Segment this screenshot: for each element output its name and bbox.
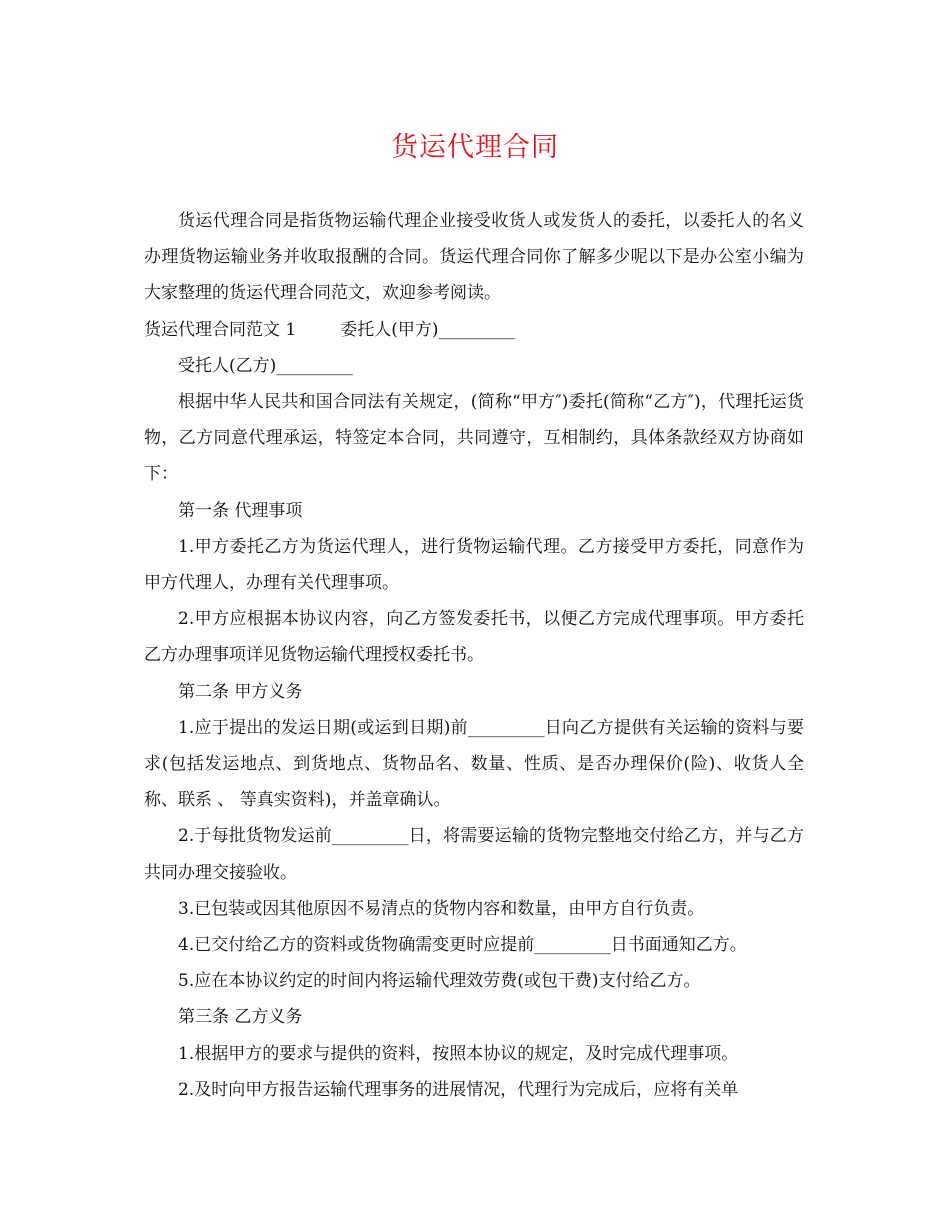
article-2-clause-1: 1.应于提出的发运日期(或运到日期)前_________日向乙方提供有关运输的资料与要求(包括发运地点、到货地点、货物品名、数量、性质、是否办理保价(险)、收货人全称、联系 、 等真实资料)，并盖章确认。 <box>144 717 804 811</box>
sample-line <box>144 312 804 348</box>
article-3-clause-1: 1.根据甲方的要求与提供的资料，按照本协议的规定，及时完成代理事项。 <box>178 1043 739 1064</box>
article-2-clause-2: 2.于每批货物发运前_________日，将需要运输的货物完整地交付给乙方，并与乙方共同办理交接验收。 <box>144 826 804 883</box>
article-3-heading: 第三条 乙方义务 <box>178 1007 303 1028</box>
article-2-clause-4: 4.已交付给乙方的资料或货物确需变更时应提前_________日书面通知乙方。 <box>178 935 747 956</box>
article-1-heading: 第一条 代理事项 <box>178 500 303 521</box>
article-1-clause-2: 2.甲方应根据本协议内容，向乙方签发委托书，以便乙方完成代理事项。甲方委托乙方办理事项详见货物运输代理授权委托书。 <box>144 609 804 666</box>
article-2-heading: 第二条 甲方义务 <box>178 681 303 702</box>
preamble-paragraph: 根据中华人民共和国合同法有关规定，(简称“甲方″)委托(简称“乙方″)，代理托运货物，乙方同意代理承运，特签定本合同，共同遵守，互相制约，具体条款经双方协商如下： <box>144 392 804 485</box>
document-title: 货运代理合同 <box>391 132 559 163</box>
document-body <box>144 203 804 1108</box>
article-3-clause-2: 2.及时向甲方报告运输代理事务的进展情况，代理行为完成后，应将有关单 <box>178 1079 739 1100</box>
sample-label: 货运代理合同范文 1 <box>144 319 297 340</box>
article-2-clause-5: 5.应在本协议约定的时间内将运输代理效劳费(或包干费)支付给乙方。 <box>178 971 701 992</box>
principal-line: 委托人(甲方)_________ <box>340 319 515 340</box>
agent-line: 受托人(乙方)_________ <box>178 355 353 376</box>
article-1-clause-1: 1.甲方委托乙方为货运代理人，进行货物运输代理。乙方接受甲方委托，同意作为甲方代理人，办理有关代理事项。 <box>144 536 804 594</box>
intro-paragraph: 货运代理合同是指货物运输代理企业接受收货人或发货人的委托，以委托人的名义办理货物运输业务并收取报酬的合同。货运代理合同你了解多少呢以下是办公室小编为大家整理的货运代理合同范文，欢迎参考阅读。 <box>144 211 804 304</box>
article-2-clause-3: 3.已包装或因其他原因不易清点的货物内容和数量，由甲方自行负责。 <box>178 898 705 919</box>
